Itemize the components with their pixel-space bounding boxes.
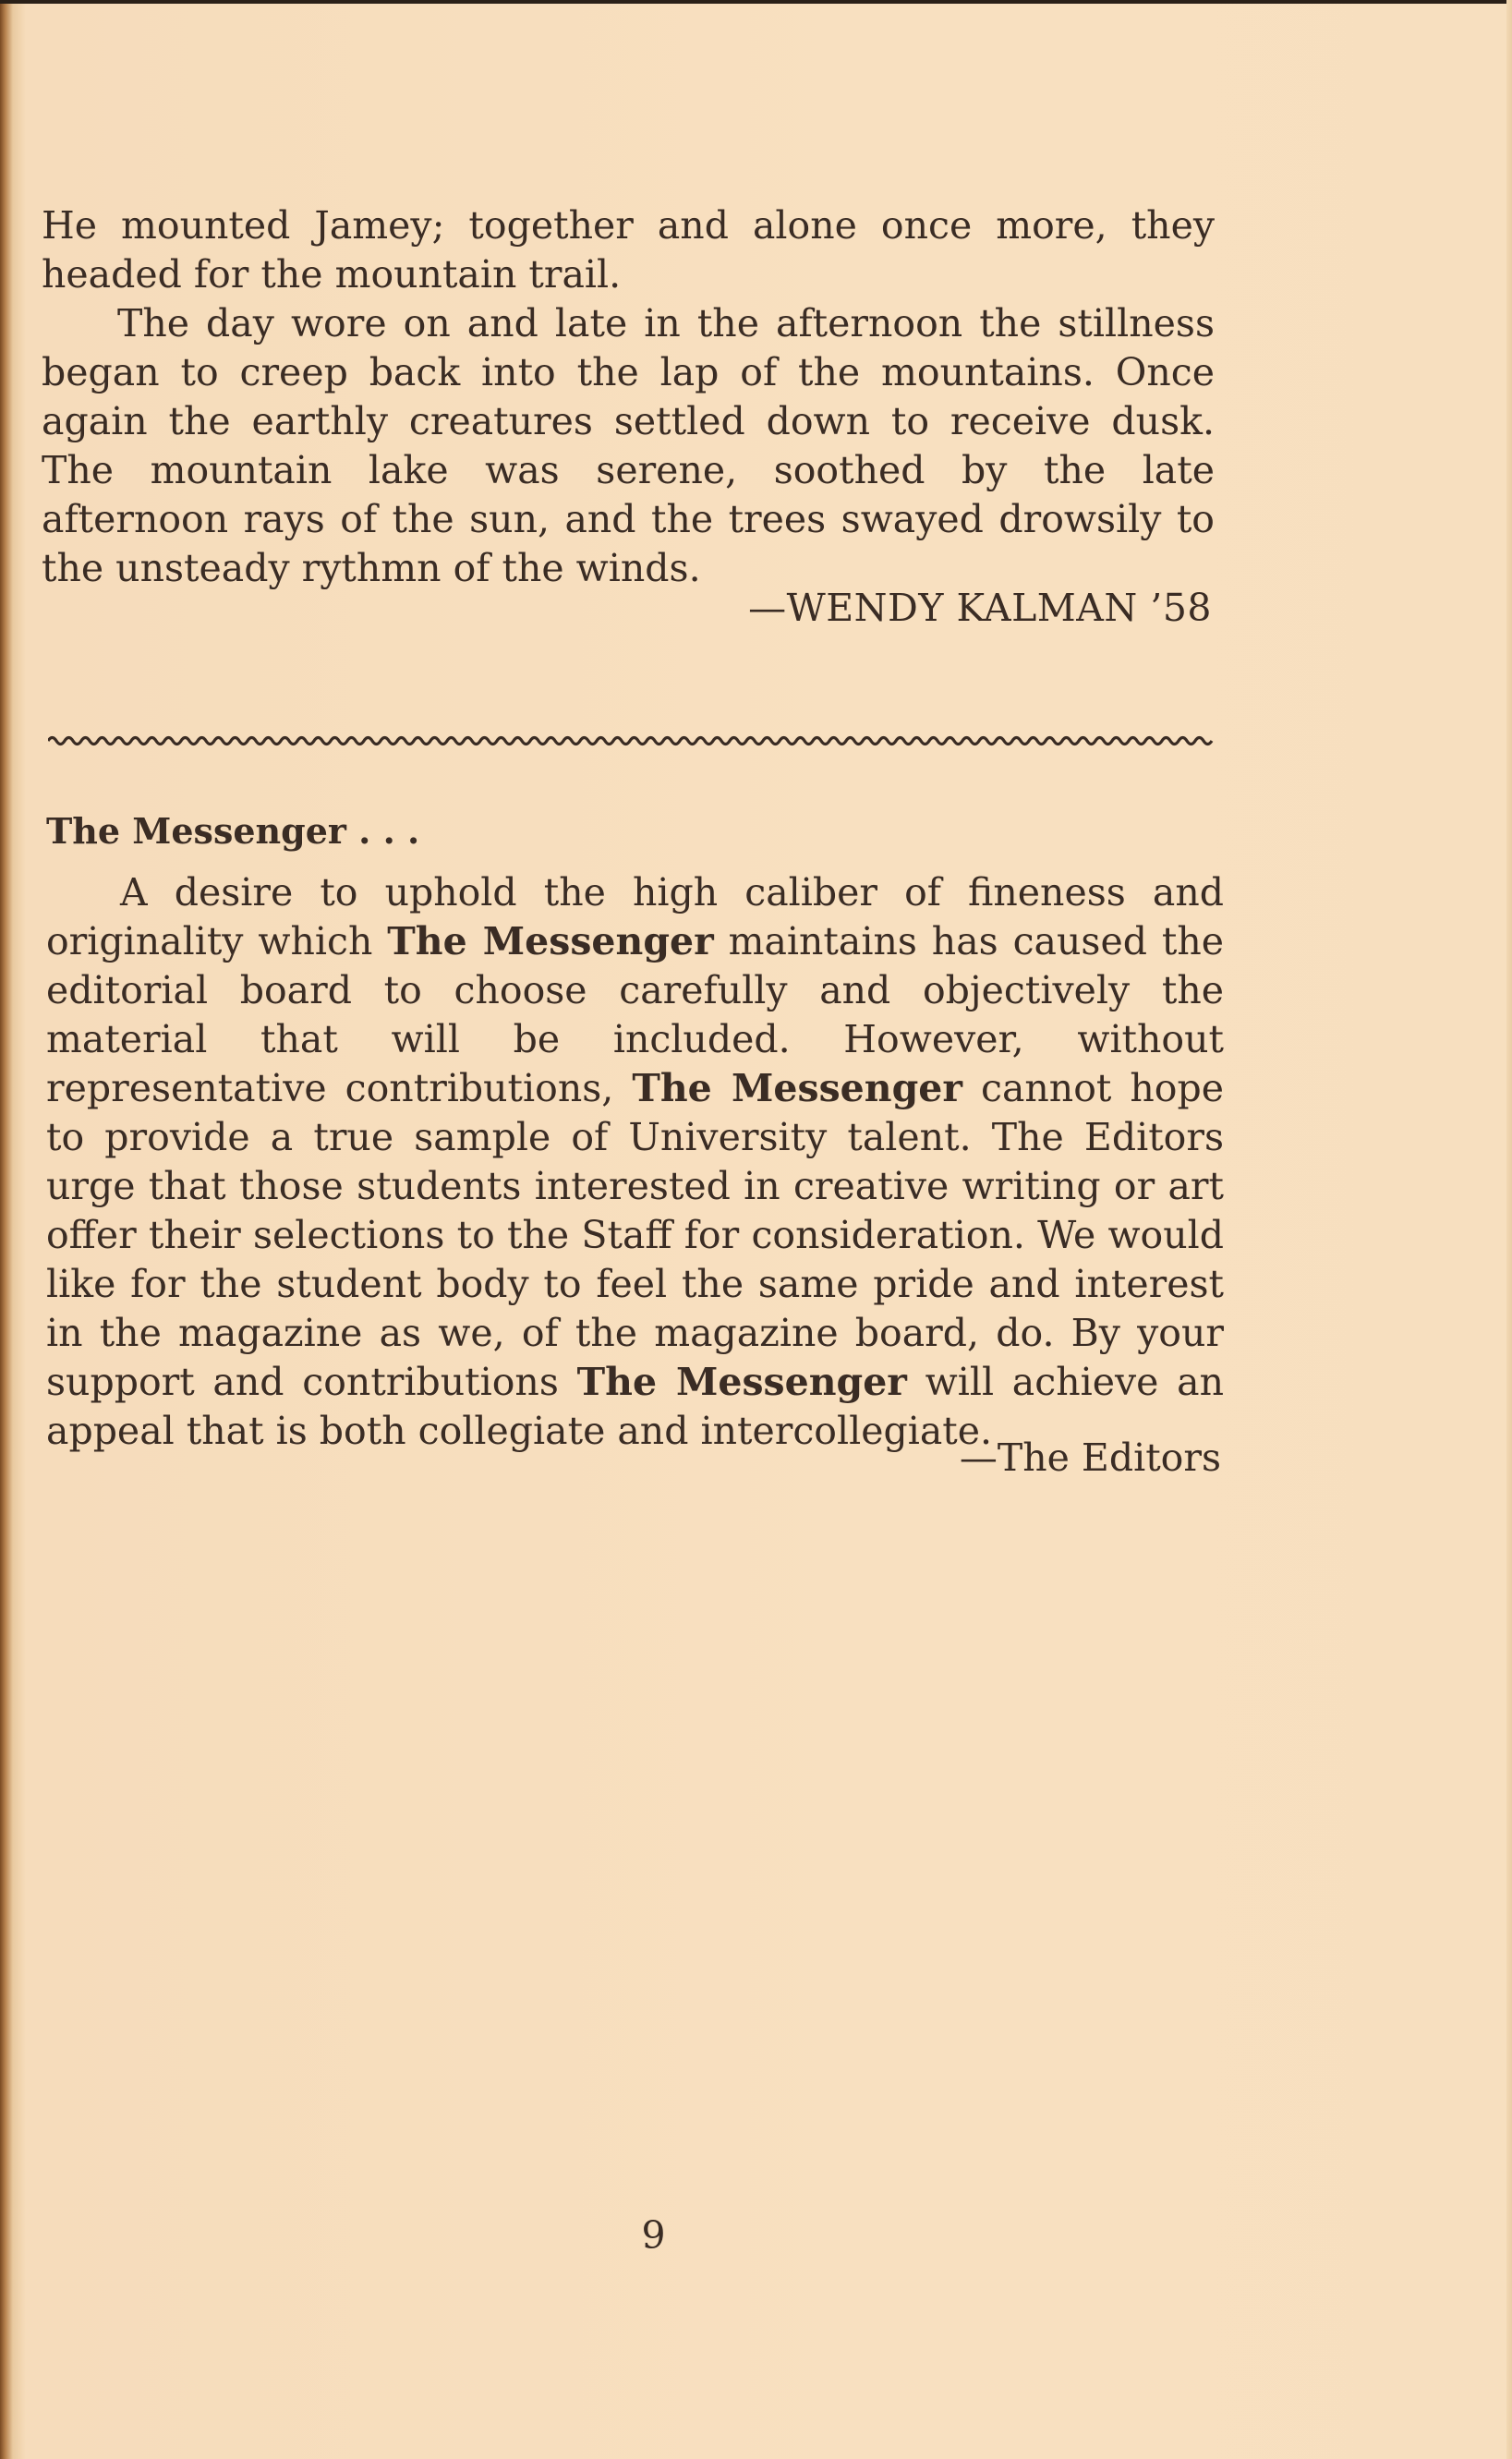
page-number: 9	[641, 2213, 666, 2258]
messenger-title-3: The Messenger	[576, 1360, 907, 1404]
editors-byline: —The Editors	[959, 1435, 1221, 1480]
messenger-paragraph	[46, 868, 1224, 1456]
messenger-heading: The Messenger . . .	[46, 810, 420, 852]
wavy-divider	[48, 730, 1214, 752]
story-byline: —WENDY KALMAN ’58	[748, 586, 1212, 630]
story-paragraph-2: The day wore on and late in the afternoon the stillness began to creep back into the lap of the mountains. Once again the earthly creatures settled down to receive dusk. The mountain lake was serene, soothed by the late afternoon rays of the sun, and the trees swayed drowsily to the unsteady rythmn of the winds.	[42, 301, 1215, 590]
messenger-text-3: cannot hope to provide a true sample of University talent. The Editors urge that those students interested in creative writing or art offer their selections to the Staff for consideration. We would like for the student body to feel the same pride and interest in the magazine as we, of the magazine board, do. By your support and contributions	[46, 1066, 1225, 1404]
messenger-section	[46, 806, 1224, 1456]
wavy-divider-line	[48, 738, 1212, 745]
page-top-edge	[0, 0, 1512, 4]
messenger-title-2: The Messenger	[632, 1066, 962, 1110]
messenger-title-1: The Messenger	[387, 919, 714, 963]
story-paragraph-1: He mounted Jamey; together and alone once more, they headed for the mountain trail.	[42, 203, 1215, 297]
page-right-edge	[1506, 0, 1512, 2459]
messenger-text-1: A desire to uphold the high caliber of fineness and originality which	[46, 870, 1224, 963]
messenger-text-2: maintains has caused the editorial board to choose carefully and objectively the material that will be included. However, without representative contributions,	[46, 919, 1224, 1110]
story-excerpt	[42, 201, 1215, 593]
messenger-text-4: will achieve an appeal that is both collegiate and intercollegiate.	[46, 1360, 1224, 1453]
